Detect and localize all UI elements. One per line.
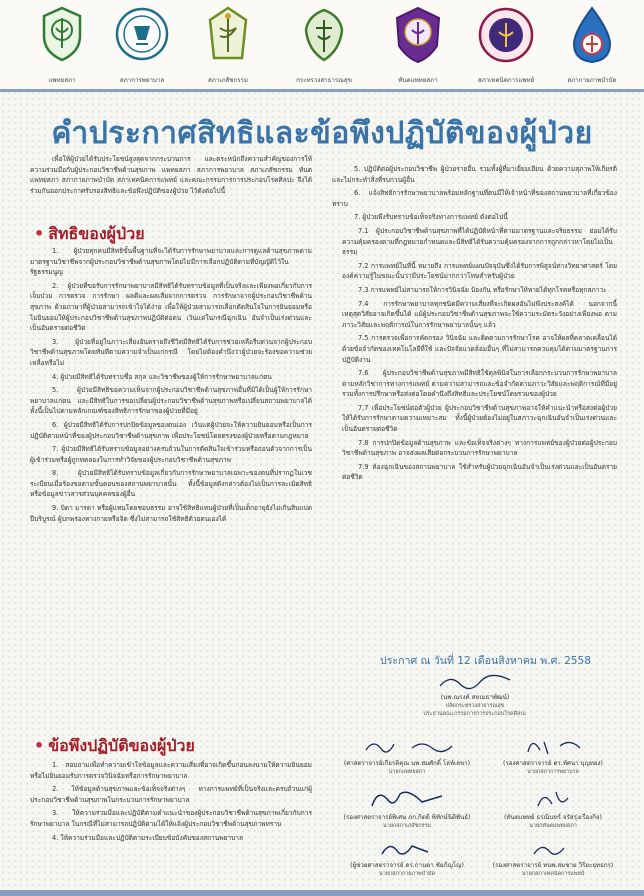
signature-block-tnc [478, 734, 628, 776]
signatory-name: (ผู้ช่วยศาสตราจารย์ ดร.กานดา ชัยภิญโญ) [350, 862, 464, 869]
header-divider [0, 89, 644, 92]
rights-item: 5. ผู้ป่วยมีสิทธิขอความเห็นจากผู้ประกอบวิชาชีพด้านสุขภาพอื่นที่มิได้เป็นผู้ให้การรักษาพยาบาลแก่ตน และมีสิทธิในการขอเปลี่ยนผู้ประกอบวิชาชีพด้านสุขภาพหรือเปลี่ยนสถานพยาบาลได้ ทั้งนี้เป็นไปตามหลักเกณฑ์ของสิทธิการรักษาของผู้ป่วยที่มีอยู่ [30, 386, 312, 416]
signature-icon [498, 734, 608, 758]
signatory-position: นายกสภากายภาพบำบัด [379, 871, 435, 877]
duty-subitem: 7.4 การรักษาพยาบาลทุกชนิดมีความเสี่ยงที่จะเกิดผลอันไม่พึงประสงค์ได้ นอกจากนี้ เหตุสุดวิสัยอาจเกิดขึ้นได้ แม้ผู้ประกอบวิชาชีพด้านสุขภาพจะใช้ความระมัดระวังอย่างเพียงพอ ตามภาวะวิสัยและพฤติการณ์ในการรักษาพยาบาลนั้นๆ แล้ว [342, 299, 617, 329]
duty-subitem: 7.5 การตรวจเพื่อการคัดกรอง วินิจฉัย และติดตามการรักษาโรค อาจให้ผลที่คลาดเคลื่อนได้ด้วยข้อจำกัดของเทคโนโลยีที่ใช้ และปัจจัยแวดล้อมอื่นๆ ที่ไม่สามารถควบคุมได้ตามมาตรฐานการปฏิบัติงาน [342, 334, 617, 364]
rights-item: 9. บิดา มารดา หรือผู้แทนโดยชอบธรรม อาจใช้สิทธิแทนผู้ป่วยที่เป็นเด็กอายุยังไม่เกินสิบแปดปีบริบูรณ์ ผู้บกพร่องทางกายหรือจิต ซึ่งไม่สามารถใช้สิทธิด้วยตนเองได้ [30, 504, 312, 523]
duty-item: 6. แจ้งสิทธิการรักษาพยาบาลพร้อมหลักฐานที่ตนมีให้เจ้าหน้าที่ของสถานพยาบาลที่เกี่ยวข้องทราบ [332, 189, 617, 208]
rights-item: 1. ผู้ป่วยทุกคนมีสิทธิขั้นพื้นฐานที่จะได้รับการรักษาพยาบาลและการดูแลด้านสุขภาพตามมาตรฐานวิชาชีพจากผู้ประกอบวิชาชีพด้านสุขภาพโดยไม่มีการเลือกปฏิบัติตามที่บัญญัติไว้ในรัฐธรรมนูญ [30, 247, 312, 277]
signatory-name: (รองศาสตราจารย์พิเศษ ภก.กิตติ พิทักษ์นิติพันธ์) [343, 814, 471, 821]
signature-block-tmc [332, 734, 482, 776]
bullet-icon: • [34, 224, 45, 243]
bullet-icon: • [34, 736, 45, 755]
logo-caption: ทันตแพทยสภา [398, 77, 438, 84]
duty-subitem: 7.2 การแพทย์ในที่นี้ หมายถึง การแพทย์แผนปัจจุบันซึ่งได้รับการพิสูจน์ทางวิทยาศาสตร์ โดยองค์ความรู้ในขณะนั้นว่ามีประโยชน์มากกว่าโทษสำหรับผู้ป่วย [342, 261, 617, 281]
duties-heading [34, 734, 195, 759]
signature-block-medtech [478, 838, 628, 878]
duty-subitem: 7.3 การแพทย์ไม่สามารถให้การวินิจฉัย ป้องกัน หรือรักษาให้หายได้ทุกโรคหรือทุกสภาวะ [358, 285, 607, 294]
logo-pharmacy [188, 6, 268, 86]
signatory-position: นายกสภาเทคนิคการแพทย์ [521, 871, 585, 877]
signatory-position: นายกสภาเภสัชกรรม [383, 823, 431, 829]
signatory-position: ปลัดกระทรวงสาธารณสุข [445, 703, 505, 709]
tmc-emblem-icon [40, 6, 84, 62]
signature-block-pt [332, 838, 482, 878]
signature-icon [352, 838, 462, 860]
signature-block-pharmacy [332, 786, 482, 830]
logo-moph [284, 6, 364, 86]
duty-item: 3. ให้ความร่วมมือและปฏิบัติตามคำแนะนำของผู้ประกอบวิชาชีพด้านสุขภาพเกี่ยวกับการรักษาพยาบาล ในกรณีที่ไม่สามารถปฏิบัติตามได้ให้แจ้งผู้ประกอบวิชาชีพด้านสุขภาพทราบ [30, 809, 312, 828]
logo-pt [552, 6, 632, 86]
logo-tnc [102, 6, 182, 86]
logo-tmc [22, 6, 102, 86]
rights-item: 4. ผู้ป่วยมีสิทธิได้รับทราบชื่อ สกุล และวิชาชีพของผู้ให้การรักษาพยาบาลแก่ตน [52, 372, 272, 381]
tnc-emblem-icon [114, 6, 170, 62]
signature-block-dental [478, 786, 628, 830]
signature-icon [498, 838, 608, 860]
logo-caption: สภาเภสัชกรรม [208, 77, 248, 84]
signatory-position: นายกทันตแพทยสภา [529, 823, 577, 829]
announcement-date: ประกาศ ณ วันที่ 12 เดือนสิงหาคม พ.ศ. 2558 [380, 655, 592, 667]
rights-heading-text: สิทธิของผู้ป่วย [48, 224, 145, 243]
logo-caption: สภาการพยาบาล [119, 77, 165, 84]
duty-item: 7. ผู้ป่วยพึงรับทราบข้อเท็จจริงทางการแพทย์ ดังต่อไปนี้ [354, 213, 508, 222]
duty-item: 4. ให้ความร่วมมือและปฏิบัติตามระเบียบข้อบังคับของสถานพยาบาล [52, 833, 244, 842]
signatory-name: (รองศาสตราจารย์ ทนพ.สมชาย วิริยะยุทธกร) [492, 862, 614, 869]
pharmacy-emblem-icon [206, 6, 250, 64]
rights-item: 7. ผู้ป่วยมีสิทธิได้รับทราบข้อมูลอย่างครบถ้วนในการตัดสินใจเข้าร่วมหรือถอนตัวจากการเป็นผู้เข้าร่วมหรือผู้ถูกทดลองในการทำวิจัยของผู้ประกอบวิชาชีพด้านสุขภาพ [30, 445, 312, 464]
pt-emblem-icon [566, 6, 618, 64]
duty-subitem: 7.9 ห้องฉุกเฉินของสถานพยาบาล ใช้สำหรับผู้ป่วยฉุกเฉินอันจำเป็นเร่งด่วนและเป็นอันตรายต่อชีวิต [342, 462, 617, 482]
moph-emblem-icon [300, 6, 348, 64]
footer-divider [0, 890, 644, 896]
logo-caption: แพทยสภา [48, 77, 76, 84]
right-column [332, 164, 617, 486]
signature-icon [430, 672, 520, 692]
duty-subitem: 7.6 ผู้ประกอบวิชาชีพด้านสุขภาพมีสิทธิใช้ดุลพินิจในการเลือกกระบวนการรักษาพยาบาลตามหลักวิชาการทางการแพทย์ ตามความสามารถและข้อจำกัดตามภาวะวิสัยและพฤติการณ์ที่มีอยู่ รวมทั้งการปรึกษาหรือส่งต่อโดยคำนึงถึงสิทธิและประโยชน์โดยรวมของผู้ป่วย [342, 369, 617, 399]
signatory-name: (ทันตแพทย์ ธรณินทร์ จรัสรุ่งเรืองกิจ) [504, 814, 602, 821]
duty-item: 1. สอบถามเพื่อทำความเข้าใจข้อมูลและความเสี่ยงที่อาจเกิดขึ้นก่อนลงนามให้ความยินยอม หรือไม่ยินยอมรับการตรวจวินิจฉัยหรือการรักษาพยาบาล [30, 761, 312, 780]
rights-list [30, 246, 312, 527]
signature-icon [352, 734, 462, 758]
duty-item: 2. ให้ข้อมูลด้านสุขภาพและข้อเท็จจริงต่างๆ ทางการแพทย์ที่เป็นจริงและครบถ้วนแก่ผู้ประกอบวิชาชีพด้านสุขภาพในกระบวนการรักษาพยาบาล [30, 785, 312, 804]
rights-item: 2. ผู้ป่วยที่ขอรับการรักษาพยาบาลมีสิทธิได้รับทราบข้อมูลที่เป็นจริงและเพียงพอเกี่ยวกับการเจ็บป่วย การตรวจ การรักษา ผลดีและผลเสียจากการตรวจ การรักษาจากผู้ประกอบวิชาชีพด้านสุขภาพ ด้วยภาษาที่ผู้ป่วยสามารถเข้าใจได้ง่าย เพื่อให้ผู้ป่วยสามารถเลือกตัดสินใจในการยินยอมหรือไม่ยินยอมให้ผู้ประกอบวิชาชีพด้านสุขภาพปฏิบัติต่อตน เว้นแต่ในกรณีฉุกเฉิน อันจำเป็นเร่งด่วนและเป็นอันตรายต่อชีวิต [30, 281, 312, 333]
medtech-emblem-icon [478, 6, 534, 64]
logo-medtech [466, 6, 546, 86]
page-title: คำประกาศสิทธิและข้อพึงปฏิบัติของผู้ป่วย [51, 116, 593, 151]
signature-icon [498, 786, 608, 812]
left-column [30, 154, 312, 199]
intro-paragraph: เพื่อให้ผู้ป่วยได้รับประโยชน์สูงสุดจากกระบวนการ และตระหนักถึงความสำคัญของการให้ความร่วมมือกับผู้ประกอบวิชาชีพด้านสุขภาพ แพทยสภา สภาการพยาบาล สภาเภสัชกรรม ทันตแพทยสภา สภากายภาพบำบัด สภาเทคนิคการแพทย์ และคณะกรรมการการประกอบโรคศิลปะ จึงได้ร่วมกันออกประกาศรับรองสิทธิและข้อพึงปฏิบัติของผู้ป่วย ไว้ดังต่อไปนี้ [30, 155, 312, 195]
signatory-position: นายกสภาการพยาบาล [527, 769, 579, 775]
signature-icon [352, 786, 462, 812]
duty-subitem: 7.7 เพื่อประโยชน์ต่อตัวผู้ป่วย ผู้ประกอบวิชาชีพด้านสุขภาพอาจให้คำแนะนำหรือส่งต่อผู้ป่วยให้ได้รับการรักษาตามความเหมาะสม ทั้งนี้ผู้ป่วยต้องไม่อยู่ในสภาวะฉุกเฉินอันจำเป็นเร่งด่วนและเป็นอันตรายต่อชีวิต [342, 403, 617, 434]
signatory-name: (รองศาสตราจารย์ ดร.ทัศนา บุญทอง) [503, 760, 603, 767]
signature-block-chair [400, 672, 550, 718]
logo-caption: สภากายภาพบำบัด [567, 77, 617, 84]
signatory-position: นายกแพทยสภา [388, 769, 426, 775]
duty-subitem: 7.1 ผู้ประกอบวิชาชีพด้านสุขภาพที่ได้ปฏิบัติหน้าที่ตามมาตรฐานและจริยธรรม ย่อมได้รับความคุ้มครองตามที่กฎหมายกำหนดและมีสิทธิได้รับความคุ้มครองจากการถูกกล่าวหาโดยไม่เป็นธรรม [342, 226, 617, 257]
duties-list-left [30, 760, 312, 846]
duty-subitem: 7.8 การปกปิดข้อมูลด้านสุขภาพ และข้อเท็จจริงต่างๆ ทางการแพทย์ของผู้ป่วยต่อผู้ประกอบวิชาชีพด้านสุขภาพ อาจส่งผลเสียต่อกระบวนการรักษาพยาบาล [342, 438, 617, 458]
duties-heading-text: ข้อพึงปฏิบัติของผู้ป่วย [48, 736, 195, 755]
signatory-name: (ศาสตราจารย์เกียรติคุณ นพ.สมศักดิ์ โล่ห์เลขา) [343, 760, 471, 767]
logo-dental [378, 6, 458, 86]
dental-emblem-icon [393, 6, 443, 64]
signatory-name: (นพ.ณรงค์ สหเมธาพัฒน์) [440, 694, 510, 701]
logo-row [0, 6, 644, 86]
rights-heading [34, 222, 145, 247]
logo-caption: สภาเทคนิคการแพทย์ [477, 77, 535, 84]
rights-item: 8. ผู้ป่วยมีสิทธิได้รับทราบข้อมูลเกี่ยวกับการรักษาพยาบาลเฉพาะของตนที่ปรากฏในเวชระเบียนเมื่อร้องขอตามขั้นตอนของสถานพยาบาลนั้น ทั้งนี้ข้อมูลดังกล่าวต้องไม่เป็นการละเมิดสิทธิหรือข้อมูลข่าวสารส่วนบุคคลของผู้อื่น [30, 469, 312, 499]
rights-item: 6. ผู้ป่วยมีสิทธิได้รับการปกปิดข้อมูลของตนเอง เว้นแต่ผู้ป่วยจะให้ความยินยอมหรือเป็นการปฏิบัติตามหน้าที่ของผู้ประกอบวิชาชีพด้านสุขภาพ เพื่อประโยชน์โดยตรงของผู้ป่วยหรือตามกฎหมาย [30, 420, 312, 440]
signatory-position: ประธานคณะกรรมการการประกอบโรคศิลปะ [423, 711, 527, 717]
duty-item: 5. ปฏิบัติต่อผู้ประกอบวิชาชีพ ผู้ป่วยรายอื่น รวมทั้งผู้ที่มาเยี่ยมเยียน ด้วยความสุภาพให้เกียรติและไม่กระทำสิ่งที่รบกวนผู้อื่น [332, 165, 617, 184]
rights-item: 3. ผู้ป่วยที่อยู่ในภาวะเสี่ยงอันตรายถึงชีวิตมีสิทธิได้รับการช่วยเหลือรีบด่วนจากผู้ประกอบวิชาชีพด้านสุขภาพโดยทันทีตามความจำเป็นแก่กรณี โดยไม่ต้องคำนึงว่าผู้ป่วยจะร้องขอความช่วยเหลือหรือไม่ [30, 337, 312, 367]
logo-caption: กระทรวงสาธารณสุข [296, 77, 352, 84]
